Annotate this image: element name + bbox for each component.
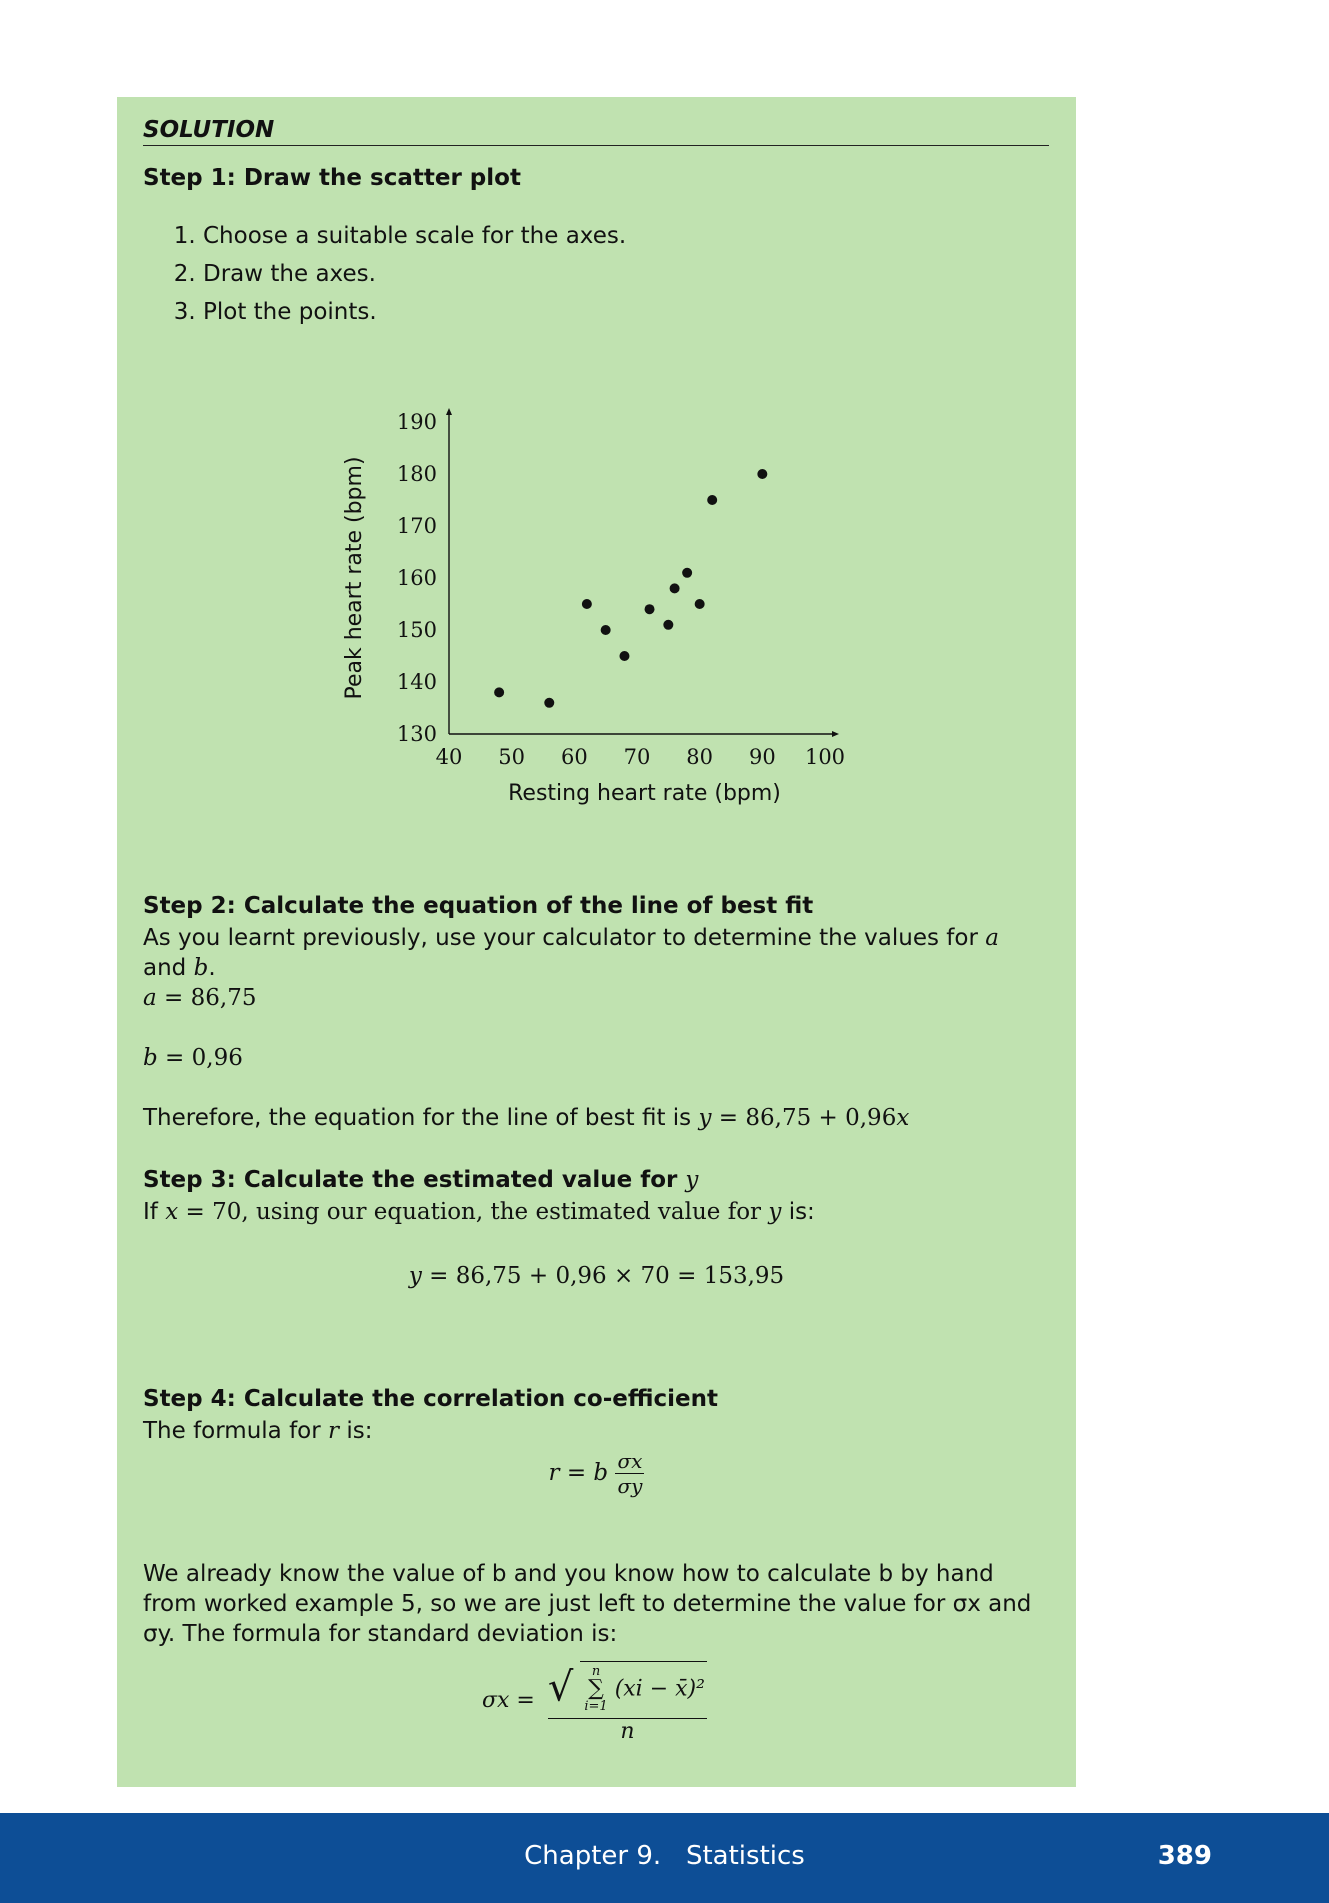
best-fit-equation: Therefore, the equation for the line of best fit is y = 86,75 + 0,96x	[143, 1105, 910, 1131]
step3-calculation: y = 86,75 + 0,96 × 70 = 153,95	[408, 1263, 785, 1289]
page-number: 389	[1157, 1841, 1212, 1871]
scatter-point	[695, 599, 705, 609]
list-item: 2. Draw the axes.	[203, 255, 626, 293]
scatter-point	[601, 625, 611, 635]
x-axis-label: Resting heart rate (bpm)	[508, 781, 781, 806]
solution-title: SOLUTION	[143, 117, 1049, 146]
solution-box	[117, 97, 1076, 1787]
chapter-title: Chapter 9. Statistics	[524, 1841, 805, 1871]
y-tick-label: 170	[396, 514, 437, 538]
y-tick-label: 130	[396, 722, 437, 746]
scatter-point	[707, 495, 717, 505]
scatter-point	[582, 599, 592, 609]
x-tick-label: 100	[804, 745, 846, 769]
scatter-chart	[330, 395, 860, 815]
step2-heading: Step 2: Calculate the equation of the line of best fit	[143, 893, 814, 919]
x-tick-label: 50	[498, 745, 526, 769]
b-value: b = 0,96	[143, 1045, 243, 1071]
list-item: 1. Choose a suitable scale for the axes.	[203, 217, 626, 255]
scatter-point	[757, 469, 767, 479]
step1-list	[173, 217, 626, 331]
y-axis-label: Peak heart rate (bpm)	[342, 456, 367, 700]
scatter-point	[544, 698, 554, 708]
step4-formula-intro: The formula for r is:	[143, 1418, 373, 1444]
a-value: a = 86,75	[143, 985, 257, 1011]
y-tick-label: 140	[396, 670, 437, 694]
scatter-point	[619, 651, 629, 661]
x-axis-arrow	[832, 731, 839, 737]
scatter-point	[670, 583, 680, 593]
y-tick-label: 150	[396, 618, 437, 642]
scatter-point	[682, 568, 692, 578]
y-tick-label: 190	[396, 410, 437, 434]
list-item: 3. Plot the points.	[203, 293, 626, 331]
x-tick-label: 60	[560, 745, 588, 769]
scatter-point	[494, 687, 504, 697]
x-tick-label: 70	[623, 745, 651, 769]
x-tick-label: 90	[748, 745, 776, 769]
x-tick-label: 40	[435, 745, 463, 769]
r-formula: r = b $\frac{\sigma x}{\sigma y}$	[548, 1449, 643, 1498]
step4-heading: Step 4: Calculate the correlation co-efficient	[143, 1386, 719, 1412]
sd-formula: σx = √ n ∑ i=1 (xi − x̄)² n	[482, 1657, 707, 1744]
step3-text: If x = 70, using our equation, the estimated value for y is:	[143, 1199, 815, 1225]
step3-heading: Step 3: Calculate the estimated value for y	[143, 1167, 699, 1193]
y-tick-label: 160	[396, 566, 437, 590]
y-axis-arrow	[446, 408, 452, 415]
scatter-point	[663, 620, 673, 630]
step1-heading: Step 1: Draw the scatter plot	[143, 165, 521, 191]
step4-paragraph: We already know the value of b and you know how to calculate b by hand from worked example 5, so we are just left to determine the value for σx and σy. The formula for standard deviation is:	[143, 1561, 1032, 1647]
y-tick-label: 180	[396, 462, 437, 486]
x-tick-label: 80	[686, 745, 714, 769]
page-footer	[0, 1813, 1329, 1903]
scatter-point	[645, 604, 655, 614]
step2-intro: As you learnt previously, use your calculator to determine the values for a and b.	[143, 925, 999, 981]
